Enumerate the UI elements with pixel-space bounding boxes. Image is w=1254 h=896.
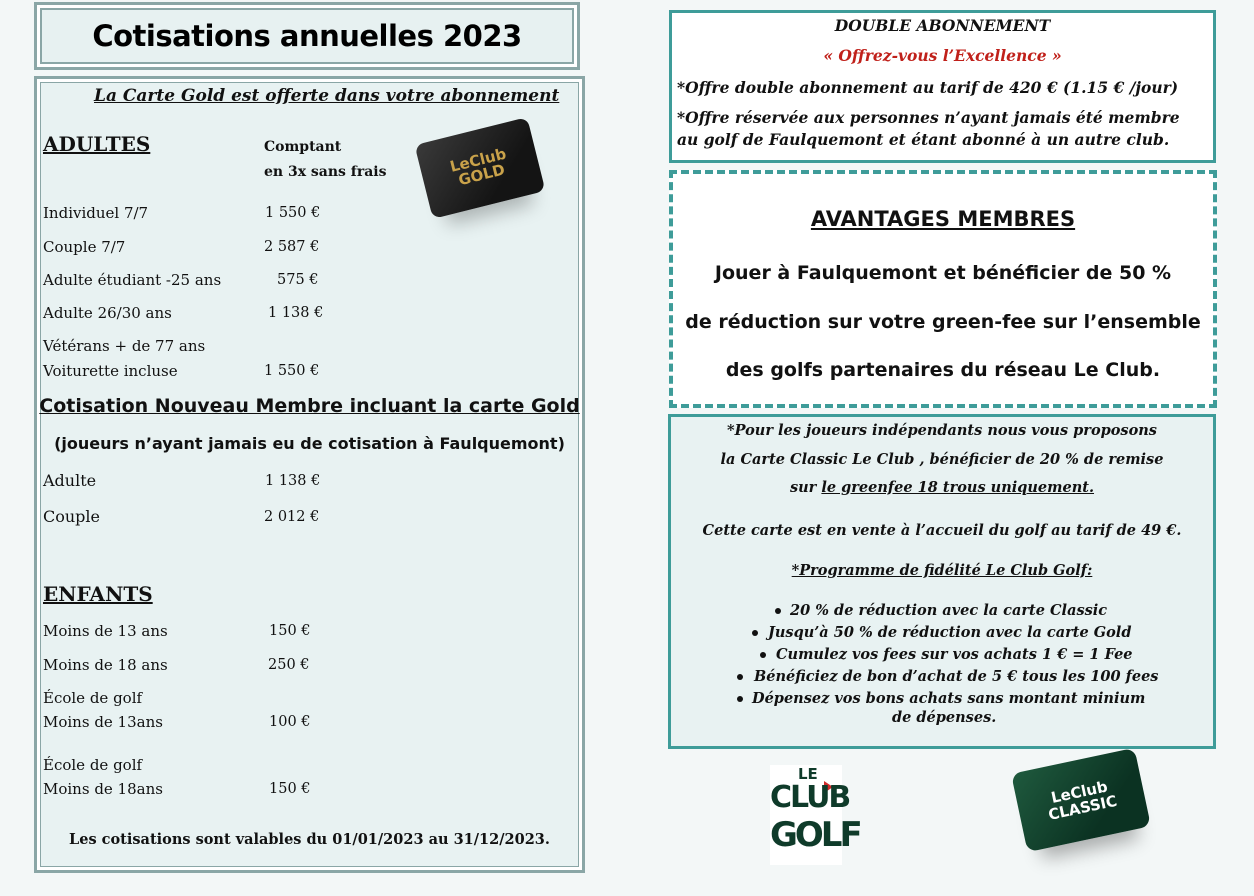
bullet-icon	[775, 608, 781, 614]
classic-card-text: LeClub CLASSIC	[1046, 777, 1119, 824]
child-price-13: 150 €	[269, 623, 311, 639]
advantages-line-3: des golfs partenaires du réseau Le Club.	[725, 359, 1161, 381]
title-inner	[40, 8, 574, 64]
gold-card-text: LeClub GOLD	[448, 144, 509, 190]
gold-card-note: La Carte Gold est offerte dans votre abonnement	[94, 86, 560, 106]
fee-price-individual: 1 550 €	[265, 205, 321, 221]
new-member-subtitle: (joueurs n’ayant jamais eu de cotisation à Faulquemont)	[54, 434, 565, 453]
new-member-label-couple: Couple	[43, 507, 101, 526]
school-age-18: Moins de 18ans	[43, 780, 163, 798]
loyalty-bullet-3: Cumulez vos fees sur vos achats 1 € = 1 Fee	[776, 646, 1133, 663]
new-member-heading: Cotisation Nouveau Membre incluant la carte Gold	[39, 395, 580, 417]
validity-note: Les cotisations sont valables du 01/01/2023 au 31/12/2023.	[69, 831, 550, 848]
new-member-price-couple: 2 012 €	[264, 509, 320, 525]
fee-price-couple: 2 587 €	[264, 239, 320, 255]
logo-line-club: CLUB	[770, 780, 850, 815]
logo-line-le: LE	[798, 765, 818, 783]
bullet-icon	[737, 696, 743, 702]
fee-price-student: 575 €	[277, 272, 319, 288]
le-club-golf-logo	[770, 765, 860, 865]
loyalty-bullet-2: Jusqu’à 50 % de réduction avec la carte Gold	[768, 624, 1132, 641]
page-title: Cotisations annuelles 2023	[92, 19, 522, 53]
loyalty-bullet-5-cont: de dépenses.	[892, 709, 997, 726]
payment-installments-label: en 3x sans frais	[264, 164, 387, 180]
double-subscription-tagline: « Offrez-vous l’Excellence »	[823, 46, 1062, 65]
double-offer-price: *Offre double abonnement au tarif de 420 € (1.15 € /jour)	[677, 78, 1179, 97]
payment-cash-label: Comptant	[264, 139, 342, 155]
bullet-icon	[752, 630, 758, 636]
loyalty-program-heading: *Programme de fidélité Le Club Golf:	[791, 562, 1093, 579]
school-label-1: École de golf	[43, 689, 143, 707]
greenfee-terms: le greenfee 18 trous uniquement.	[821, 479, 1095, 496]
fee-label-individual: Individuel 7/7	[43, 204, 149, 222]
fee-price-veterans: 1 550 €	[264, 363, 320, 379]
new-member-price-adult: 1 138 €	[265, 473, 321, 489]
fee-label-student: Adulte étudiant -25 ans	[43, 271, 222, 289]
new-member-label-adult: Adulte	[43, 471, 97, 490]
classic-intro-1: *Pour les joueurs indépendants nous vous proposons	[727, 422, 1157, 439]
double-offer-condition-1: *Offre réservée aux personnes n’ayant jamais été membre	[677, 108, 1180, 127]
classic-intro-3	[668, 479, 1216, 496]
fee-price-26-30: 1 138 €	[268, 305, 324, 321]
fee-label-veterans: Vétérans + de 77 ans	[43, 337, 206, 355]
child-price-18: 250 €	[268, 657, 310, 673]
double-subscription-heading: DOUBLE ABONNEMENT	[834, 16, 1051, 35]
classic-intro-2: la Carte Classic Le Club , bénéficier de 20 % de remise	[720, 451, 1164, 468]
children-heading: ENFANTS	[43, 582, 153, 606]
fee-label-cart: Voiturette incluse	[43, 362, 178, 380]
advantages-line-1: Jouer à Faulquemont et bénéficier de 50 %	[714, 262, 1172, 284]
fee-label-26-30: Adulte 26/30 ans	[43, 304, 172, 322]
double-offer-condition-2: au golf de Faulquemont et étant abonné à un autre club.	[677, 130, 1170, 149]
bullet-icon	[760, 652, 766, 658]
child-label-18: Moins de 18 ans	[43, 656, 168, 674]
loyalty-bullet-4: Bénéficiez de bon d’achat de 5 € tous les 100 fees	[754, 668, 1159, 685]
school-age-13: Moins de 13ans	[43, 713, 163, 731]
school-price-13: 100 €	[269, 714, 311, 730]
adults-heading: ADULTES	[43, 132, 151, 156]
member-advantages-heading: AVANTAGES MEMBRES	[810, 207, 1076, 231]
advantages-line-2: de réduction sur votre green-fee sur l’ensemble	[685, 311, 1201, 333]
classic-card-image	[1011, 748, 1151, 852]
logo-line-golf: GOLF	[770, 815, 860, 855]
loyalty-bullet-1: 20 % de réduction avec la carte Classic	[790, 602, 1108, 619]
classic-sale-info: Cette carte est en vente à l’accueil du golf au tarif de 49 €.	[702, 522, 1182, 539]
title-frame	[34, 2, 580, 70]
classic-intro-3-prefix: sur	[789, 479, 822, 496]
loyalty-bullet-5: Dépensez vos bons achats sans montant minium	[752, 690, 1146, 707]
school-label-2: École de golf	[43, 756, 143, 774]
school-price-18: 150 €	[269, 781, 311, 797]
child-label-13: Moins de 13 ans	[43, 622, 168, 640]
bullet-icon	[737, 674, 743, 680]
fee-label-couple: Couple 7/7	[43, 238, 126, 256]
